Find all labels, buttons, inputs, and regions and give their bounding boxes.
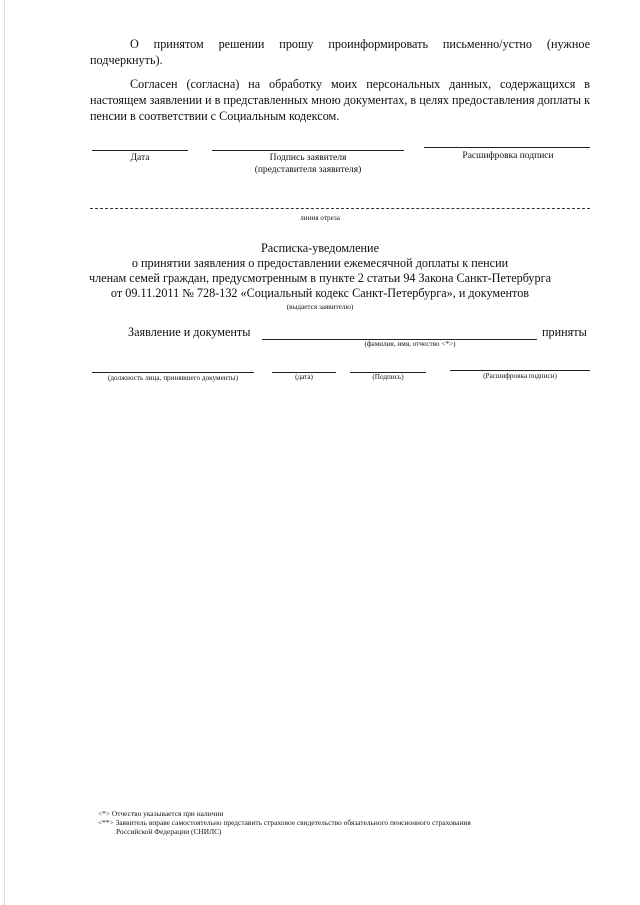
- documents-accepted-prefix: Заявление и документы: [128, 325, 251, 339]
- representative-label: (представителя заявителя): [254, 165, 362, 175]
- signature-decoding-label: Расшифровка подписи: [462, 151, 554, 161]
- issued-to-applicant-note: (выдается заявителю): [286, 303, 354, 311]
- applicant-name-hint: (фамилия, имя, отчество <*>): [364, 340, 456, 348]
- signature-line[interactable]: [212, 150, 404, 151]
- receipt-subtitle-line2: членам семей граждан, предусмотренным в пункте 2 статьи 94 Закона Санкт-Петербурга: [88, 271, 552, 285]
- signature-label: Подпись заявителя: [269, 153, 347, 163]
- official-position-line[interactable]: [92, 372, 254, 373]
- cut-line: [90, 208, 590, 209]
- signature-decoding-line[interactable]: [424, 147, 590, 148]
- personal-data-consent-paragraph: Согласен (согласна) на обработку моих персональных данных, содержащихся в настоящем заявлении и в представленных мною документах, в целях предоставления доплаты к пенсии в соответствии с Социальным кодексом.: [90, 77, 590, 123]
- documents-accepted-suffix: приняты: [542, 325, 587, 339]
- receipt-decoding-label: (Расшифровка подписи): [483, 372, 557, 380]
- date-label: Дата: [130, 153, 150, 163]
- notification-preference-paragraph: О принятом решении прошу проинформировать письменно/устно (нужное подчеркнуть).: [90, 37, 590, 67]
- date-line[interactable]: [92, 150, 188, 151]
- footnote-snils-line1: <**> Заявитель вправе самостоятельно представить страховое свидетельство обязательного пенсионного страхования: [98, 818, 471, 827]
- footnote-patronymic: <*> Отчество указывается при наличии: [98, 809, 224, 818]
- receipt-decoding-line[interactable]: [450, 370, 590, 371]
- official-position-label: (должность лица, принявшего документы): [108, 374, 238, 382]
- receipt-signature-label: (Подпись): [372, 373, 404, 381]
- receipt-title: Расписка-уведомление: [260, 241, 379, 255]
- receipt-subtitle-line3: от 09.11.2011 № 728-132 «Социальный кодекс Санкт-Петербурга», и документов: [110, 286, 530, 300]
- receipt-subtitle-line1: о принятии заявления о предоставлении ежемесячной доплаты к пенсии: [131, 256, 509, 270]
- scan-edge: [4, 0, 5, 905]
- footnote-snils-line2: Российской Федерации (СНИЛС): [116, 827, 222, 836]
- receipt-date-label: (дата): [295, 373, 313, 381]
- cut-line-label: линия отреза: [300, 214, 340, 222]
